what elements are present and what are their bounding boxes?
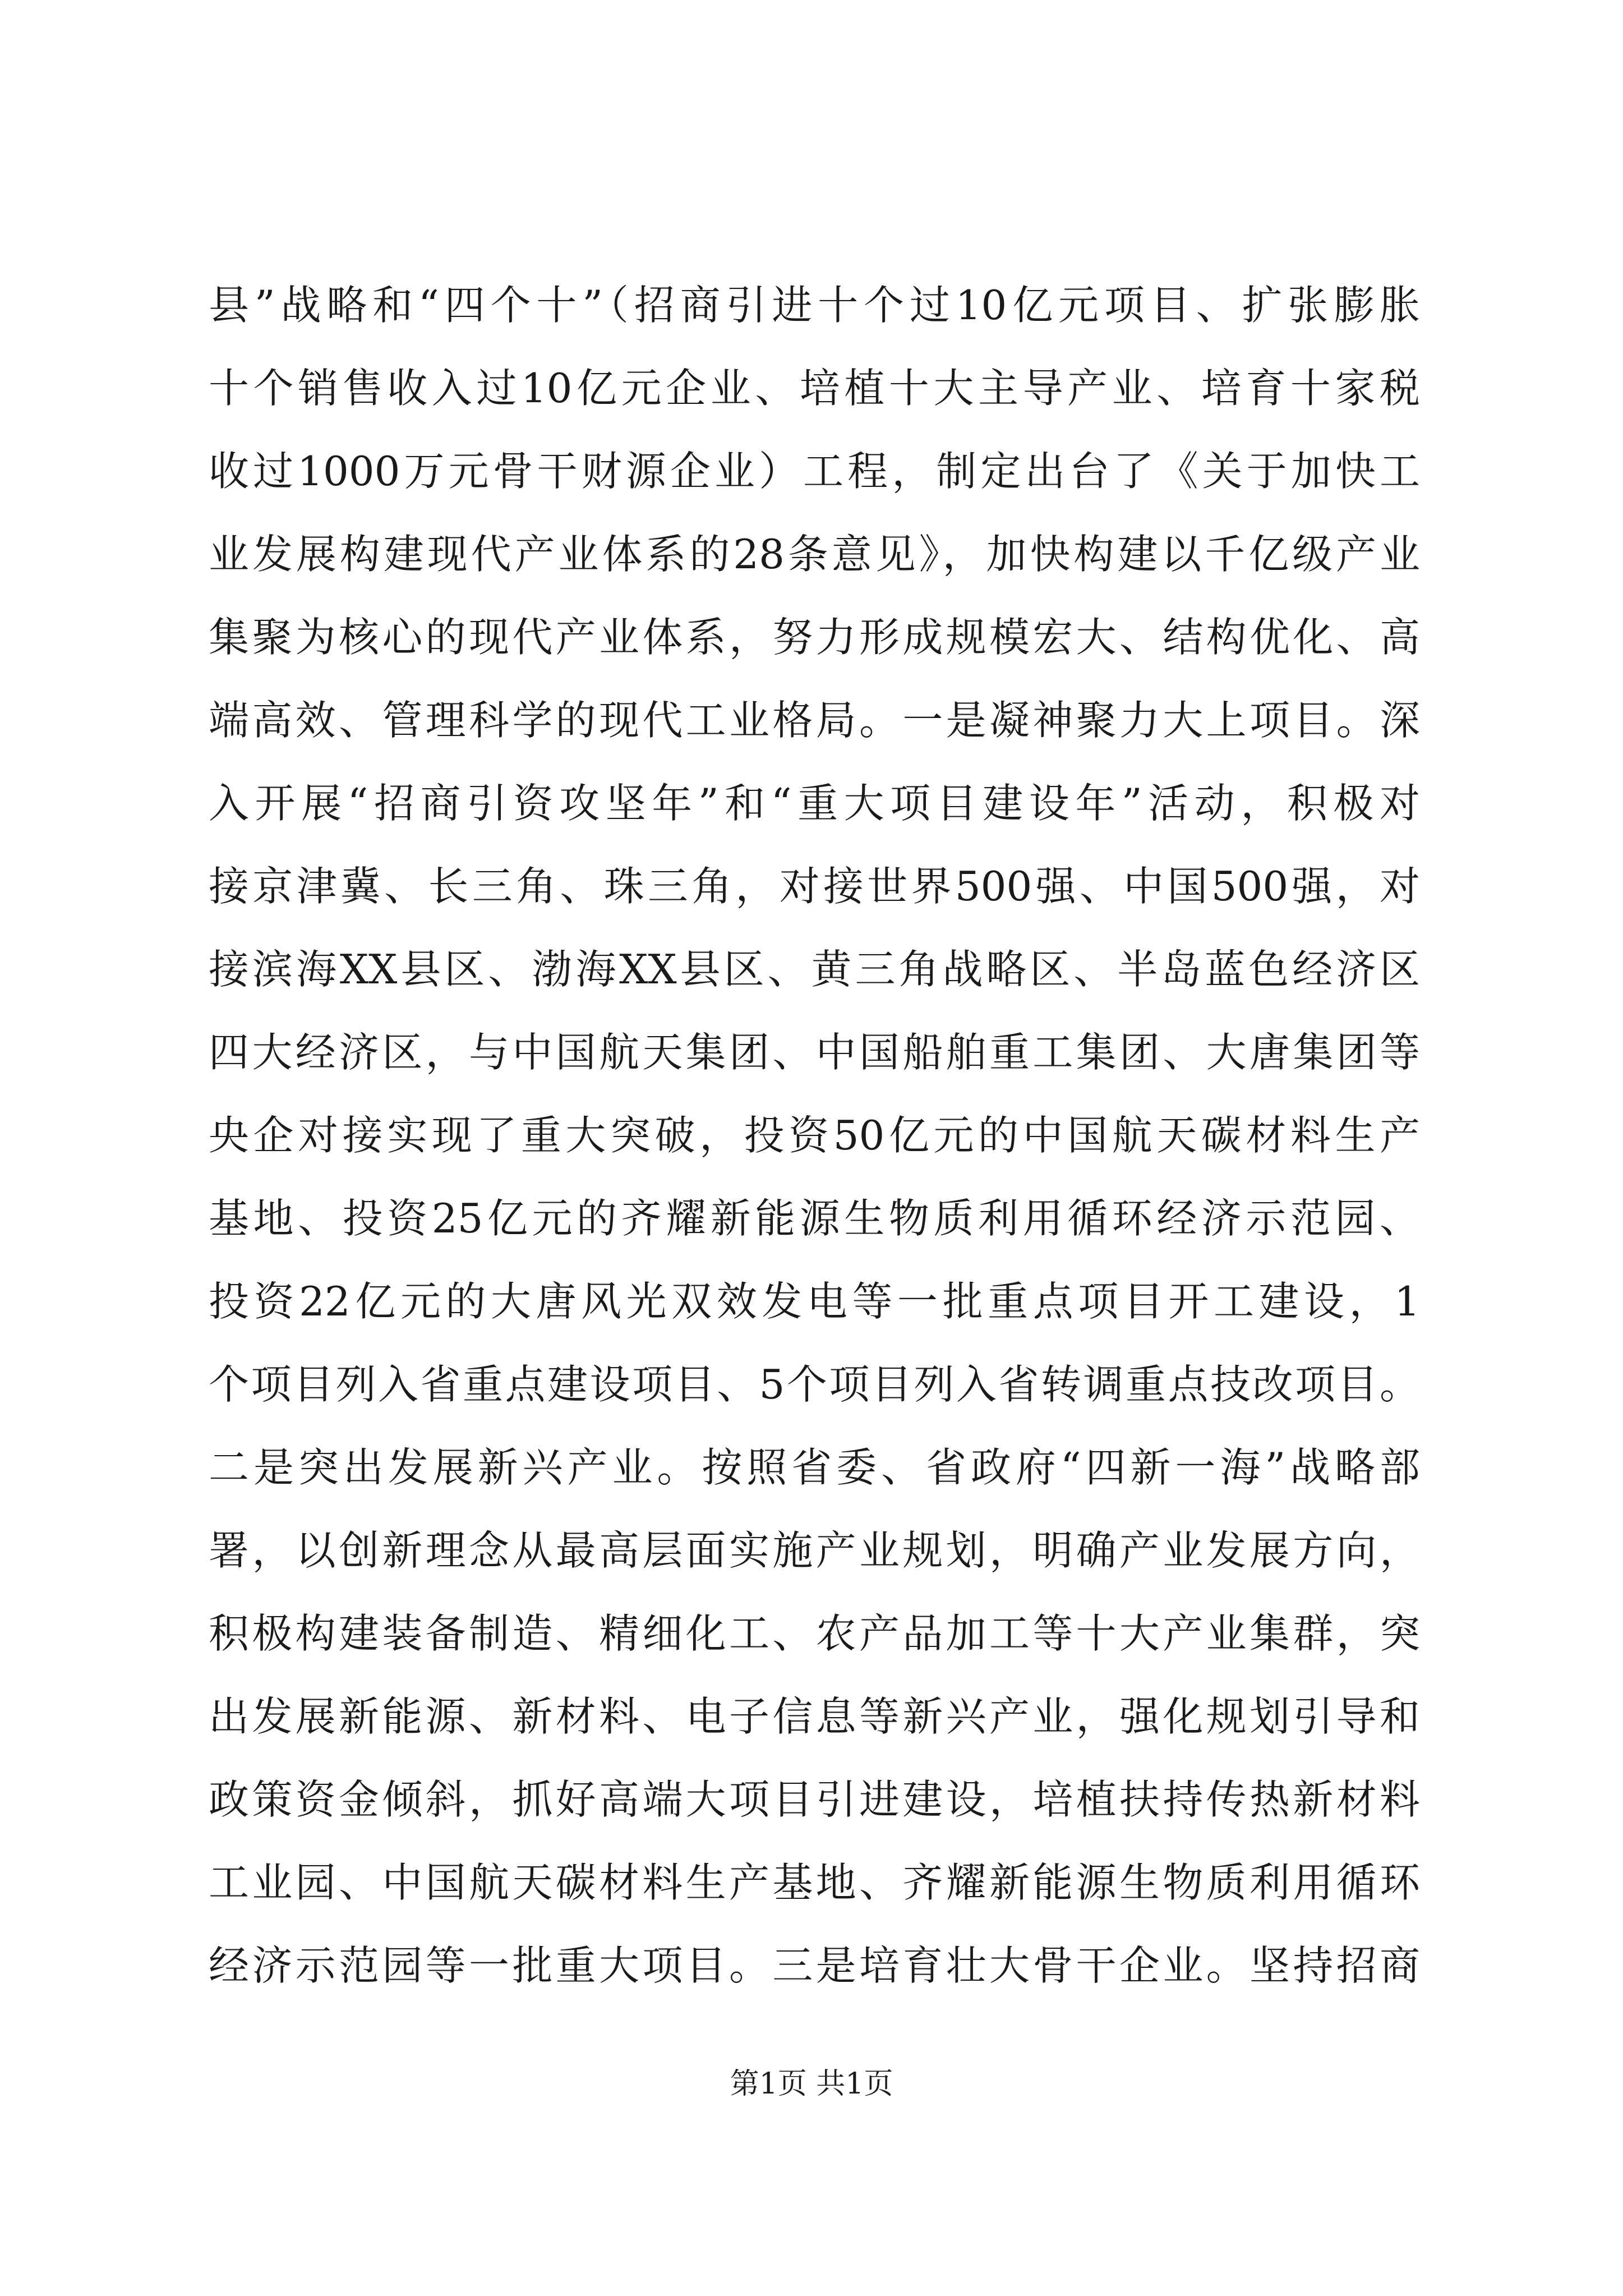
text-line: 工业园、中国航天碳材料生产基地、齐耀新能源生物质利用循环	[209, 1859, 1420, 1906]
text-line: 出发展新能源、新材料、电子信息等新兴产业，强化规划引导和	[209, 1693, 1420, 1740]
text-line: 十个销售收入过10亿元企业、培植十大主导产业、培育十家税	[209, 365, 1420, 412]
text-line: 收过1000万元骨干财源企业）工程，制定出台了《关于加快工	[209, 448, 1420, 495]
text-line: 个项目列入省重点建设项目、5个项目列入省转调重点技改项目。	[209, 1361, 1420, 1408]
text-line: 接京津冀、长三角、珠三角，对接世界500强、中国500强，对	[209, 863, 1420, 910]
text-line: 二是突出发展新兴产业。按照省委、省政府“四新一海”战略部	[209, 1444, 1420, 1491]
text-line: 入开展“招商引资攻坚年”和“重大项目建设年”活动，积极对	[209, 780, 1420, 827]
text-line: 集聚为核心的现代产业体系，努力形成规模宏大、结构优化、高	[209, 614, 1420, 661]
text-line: 接滨海XX县区、渤海XX县区、黄三角战略区、半岛蓝色经济区	[209, 946, 1420, 993]
text-line: 央企对接实现了重大突破，投资50亿元的中国航天碳材料生产	[209, 1112, 1420, 1159]
text-line: 投资22亿元的大唐风光双效发电等一批重点项目开工建设，1	[209, 1278, 1420, 1325]
text-line: 经济示范园等一批重大项目。三是培育壮大骨干企业。坚持招商	[209, 1942, 1420, 1989]
text-line: 业发展构建现代产业体系的28条意见》，加快构建以千亿级产业	[209, 531, 1420, 578]
text-line: 四大经济区，与中国航天集团、中国船舶重工集团、大唐集团等	[209, 1029, 1420, 1076]
text-line: 积极构建装备制造、精细化工、农产品加工等十大产业集群，突	[209, 1610, 1420, 1657]
text-line: 政策资金倾斜，抓好高端大项目引进建设，培植扶持传热新材料	[209, 1776, 1420, 1823]
page-number-footer: 第1页 共1页	[730, 2067, 893, 2101]
text-line: 端高效、管理科学的现代工业格局。一是凝神聚力大上项目。深	[209, 697, 1420, 744]
body-paragraph	[209, 264, 1420, 2007]
text-line: 署，以创新理念从最高层面实施产业规划，明确产业发展方向，	[209, 1527, 1420, 1574]
text-line: 基地、投资25亿元的齐耀新能源生物质利用循环经济示范园、	[209, 1195, 1420, 1242]
text-line: 县”战略和“四个十”（招商引进十个过10亿元项目、扩张膨胀	[209, 282, 1420, 329]
